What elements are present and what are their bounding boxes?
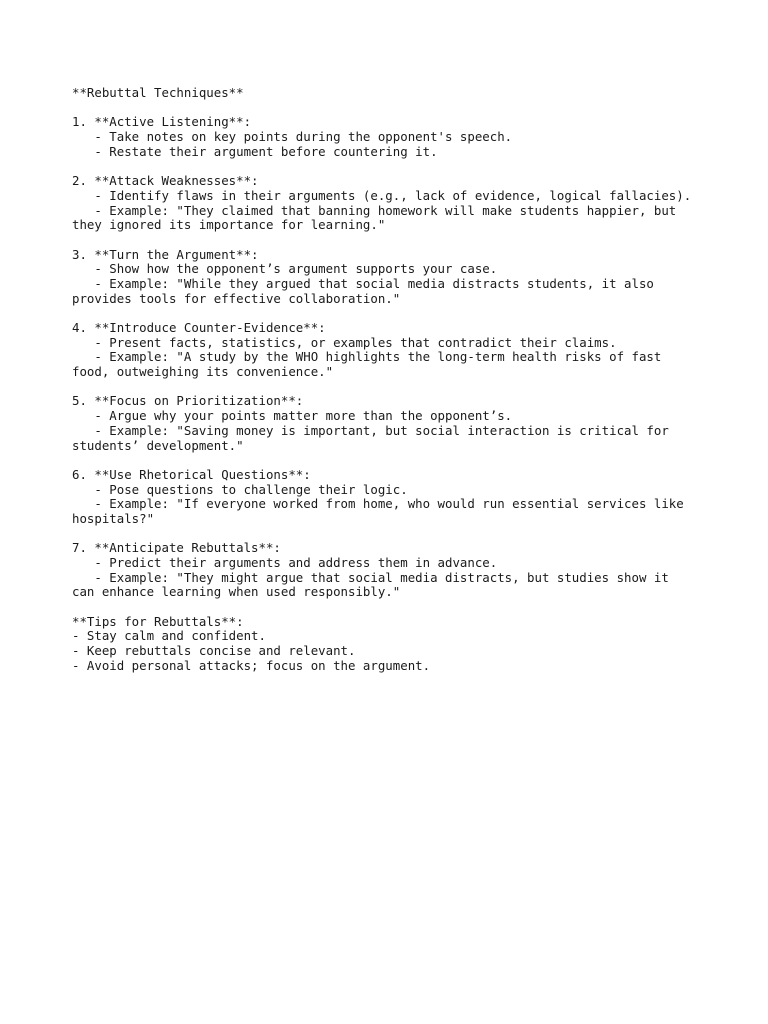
tip-item: - Keep rebuttals concise and relevant. [72,643,356,659]
blank-line [72,306,732,321]
technique-section-6 [72,468,732,527]
blank-line [72,159,732,174]
blank-line [72,101,732,116]
technique-heading: 1. **Active Listening**: [72,114,252,130]
technique-line: hospitals?" [72,510,155,526]
blank-line [72,453,732,468]
technique-heading: 4. **Introduce Counter-Evidence**: [72,320,326,335]
technique-line: they ignored its importance for learning." [72,217,386,233]
technique-line: - Example: "They might argue that social media distracts, but studies show it [72,569,669,585]
document-title: **Rebuttal Techniques** [72,85,244,100]
technique-section-7 [72,541,732,600]
technique-heading: 3. **Turn the Argument**: [72,246,259,262]
technique-line: food, outweighing its convenience." [72,364,334,380]
technique-heading: 5. **Focus on Prioritization**: [72,393,304,409]
technique-line: - Predict their arguments and address them in advance. [72,555,498,570]
tip-item: - Stay calm and confident. [72,628,266,644]
technique-line: - Take notes on key points during the opponent's speech. [72,129,513,145]
technique-line: - Example: "A study by the WHO highlights the long-term health risks of fast [72,349,662,365]
technique-line: - Example: "They claimed that banning homework will make students happier, but [72,202,677,218]
technique-line: - Argue why your points matter more than the opponent’s. [72,408,513,424]
technique-heading: 6. **Use Rhetorical Questions**: [72,466,311,482]
tip-item: - Avoid personal attacks; focus on the argument. [72,657,431,673]
technique-line: - Example: "While they argued that social media distracts students, it also [72,275,654,291]
technique-line: - Pose questions to challenge their logic. [72,481,408,497]
technique-line: provides tools for effective collaboration." [72,290,401,306]
technique-line: students’ development." [72,437,244,453]
technique-section-5 [72,394,732,453]
technique-line: - Identify flaws in their arguments (e.g., lack of evidence, logical fallacies). [72,187,692,203]
blank-line [72,380,732,395]
blank-line [72,233,732,248]
technique-line: - Example: "Saving money is important, but social interaction is critical for [72,422,669,438]
technique-section-3 [72,248,732,307]
technique-line: can enhance learning when used responsibly." [72,584,401,600]
technique-heading: 2. **Attack Weaknesses**: [72,173,259,189]
technique-line: - Example: "If everyone worked from home, who would run essential services like [72,496,684,512]
tips-heading: **Tips for Rebuttals**: [72,613,244,629]
blank-line [72,527,732,542]
technique-section-1 [72,115,732,159]
technique-section-2 [72,174,732,233]
tips-section [72,615,732,674]
technique-line: - Present facts, statistics, or examples that contradict their claims. [72,334,617,350]
document-body [72,86,732,674]
technique-heading: 7. **Anticipate Rebuttals**: [72,540,281,556]
technique-line: - Show how the opponent’s argument supports your case. [72,261,498,277]
blank-line [72,600,732,615]
technique-line: - Restate their argument before countering it. [72,143,438,159]
technique-section-4 [72,321,732,380]
